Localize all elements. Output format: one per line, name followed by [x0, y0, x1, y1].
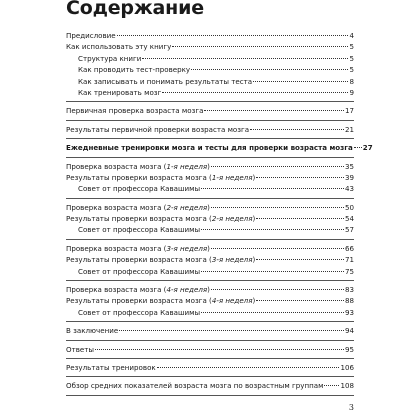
toc-entry-week: 1-я неделя — [166, 161, 208, 171]
toc-entry-text: Как проводить тест-проверку — [78, 65, 191, 75]
toc-entry[interactable] — [66, 213, 354, 224]
toc-entry-text: ) — [207, 161, 210, 171]
toc-entry-page: 8 — [349, 76, 354, 86]
toc-entry-text: Проверка возраста мозга ( — [66, 161, 167, 171]
page-number: 3 — [348, 403, 354, 412]
toc-entry-text: ) — [252, 214, 256, 224]
toc-page — [66, 0, 373, 420]
dot-leader — [201, 188, 344, 189]
toc-entry-text: Результаты проверки возраста мозга ( — [66, 172, 212, 182]
toc-entry-page: 50 — [344, 202, 354, 212]
toc-entry-text: Совет от профессора Кавашимы — [78, 184, 201, 194]
toc-entry-text: Обзор средних показателей возраста мозга по возрастным группам — [66, 381, 324, 391]
toc-entry-text: Как записывать и понимать результаты теста — [78, 76, 253, 86]
toc-entry[interactable] — [66, 295, 354, 306]
dot-leader — [162, 92, 348, 93]
toc-entry[interactable] — [66, 266, 354, 277]
toc-entry-label — [66, 362, 156, 373]
toc-entry[interactable] — [66, 172, 354, 183]
toc-entry-text: Как использовать эту книгу — [66, 42, 172, 52]
toc-entry-page: 106 — [340, 362, 354, 372]
toc-section — [66, 377, 354, 395]
dot-leader — [211, 289, 344, 290]
toc-entry[interactable] — [66, 284, 354, 295]
toc-entry-text: Результаты первичной проверки возраста мозга — [66, 124, 250, 134]
dot-leader — [157, 367, 340, 368]
toc-section — [66, 359, 354, 377]
dot-leader — [256, 218, 344, 219]
toc-entry-text: ) — [252, 255, 256, 265]
table-of-contents — [66, 30, 373, 396]
toc-entry-label — [78, 224, 200, 235]
toc-entry-label — [78, 87, 161, 98]
toc-entry-text: Как тренировать мозг — [78, 87, 162, 97]
toc-entry-page: 75 — [344, 266, 354, 276]
toc-entry[interactable] — [66, 362, 354, 373]
toc-entry-text: ) — [207, 202, 210, 212]
dot-leader — [211, 248, 344, 249]
toc-entry[interactable] — [66, 64, 354, 75]
dot-leader — [191, 69, 348, 70]
toc-entry[interactable] — [66, 344, 354, 355]
toc-entry[interactable] — [66, 380, 354, 391]
toc-entry[interactable] — [66, 202, 354, 213]
toc-entry-page: 95 — [344, 344, 354, 354]
toc-entry-label — [78, 307, 200, 318]
toc-section — [66, 158, 354, 199]
toc-entry-text: ) — [252, 296, 256, 306]
toc-entry-page: 5 — [349, 53, 354, 63]
toc-entry-text: Совет от профессора Кавашимы — [78, 225, 201, 235]
dot-leader — [256, 259, 344, 260]
toc-entry-page: 9 — [349, 87, 354, 97]
toc-entry-label — [66, 41, 171, 52]
toc-entry-page: 83 — [344, 285, 354, 295]
toc-entry[interactable] — [66, 307, 354, 318]
toc-section — [66, 199, 354, 240]
toc-entry-text: Совет от профессора Кавашимы — [78, 266, 201, 276]
toc-entry[interactable] — [66, 124, 354, 135]
toc-entry-week: 2-я неделя — [211, 214, 253, 224]
toc-entry-label — [66, 202, 210, 213]
toc-entry-label — [66, 161, 210, 172]
toc-entry-label — [78, 53, 141, 64]
toc-entry[interactable] — [66, 30, 354, 41]
toc-entry-text: Проверка возраста мозга ( — [66, 285, 167, 295]
toc-section — [66, 102, 354, 120]
toc-entry-page: 43 — [344, 184, 354, 194]
toc-entry-text: ) — [252, 172, 256, 182]
toc-entry-page: 108 — [340, 381, 354, 391]
toc-entry-week: 4-я неделя — [211, 296, 253, 306]
toc-entry-page: 5 — [349, 65, 354, 75]
toc-entry-label — [78, 183, 200, 194]
toc-entry-label — [66, 243, 210, 254]
dot-leader — [253, 81, 348, 82]
toc-entry-week: 2-я неделя — [166, 202, 208, 212]
toc-entry-text: ) — [207, 243, 210, 253]
toc-entry-label — [66, 142, 353, 153]
toc-section — [66, 341, 354, 359]
toc-entry-label — [66, 380, 323, 391]
toc-section — [66, 121, 354, 139]
toc-entry-label — [66, 213, 255, 224]
toc-entry-page: 57 — [344, 225, 354, 235]
dot-leader — [250, 129, 344, 130]
toc-section — [66, 240, 354, 281]
toc-entry-label — [66, 344, 94, 355]
toc-entry-week: 4-я неделя — [166, 285, 208, 295]
toc-entry[interactable] — [66, 161, 354, 172]
toc-entry-page: 71 — [344, 255, 354, 265]
dot-leader — [117, 35, 349, 36]
toc-entry-text: Проверка возраста мозга ( — [66, 243, 167, 253]
toc-entry-text: В заключение — [66, 326, 119, 336]
dot-leader — [211, 166, 344, 167]
toc-entry-text: Ответы — [66, 344, 94, 354]
dot-leader — [201, 271, 344, 272]
toc-entry-page: 5 — [349, 42, 354, 52]
dot-leader — [201, 312, 344, 313]
toc-entry-label — [66, 30, 116, 41]
toc-section — [66, 30, 354, 102]
dot-leader — [204, 110, 344, 111]
toc-entry-label — [78, 64, 190, 75]
toc-entry-page: 39 — [344, 172, 354, 182]
toc-entry-week: 3-я неделя — [211, 255, 253, 265]
toc-entry-text: Результаты тренировок — [66, 362, 156, 372]
dot-leader — [142, 58, 348, 59]
toc-entry-label — [66, 295, 255, 306]
toc-section — [66, 281, 354, 322]
toc-entry-page: 93 — [344, 307, 354, 317]
dot-leader — [256, 300, 344, 301]
dot-leader — [95, 349, 344, 350]
toc-entry-page: 4 — [349, 31, 354, 40]
toc-entry[interactable] — [66, 76, 354, 87]
dot-leader — [211, 207, 344, 208]
toc-entry-text: Структура книги — [78, 53, 142, 63]
toc-entry-page: 54 — [344, 214, 354, 224]
toc-entry-text: Первичная проверка возраста мозга — [66, 106, 204, 116]
toc-entry-text: Результаты проверки возраста мозга ( — [66, 296, 212, 306]
toc-entry-label — [78, 266, 200, 277]
toc-entry[interactable] — [66, 142, 373, 153]
toc-entry[interactable] — [66, 224, 354, 235]
toc-entry-text: Ежедневные тренировки мозга и тесты для проверки возраста мозга — [66, 143, 353, 153]
toc-section — [66, 139, 373, 157]
toc-entry[interactable] — [66, 325, 354, 336]
page-title: Содержание — [66, 0, 204, 19]
toc-entry-page: 27 — [362, 143, 373, 153]
toc-entry-text: Совет от профессора Кавашимы — [78, 307, 201, 317]
toc-entry-label — [66, 325, 118, 336]
dot-leader — [119, 330, 344, 331]
toc-entry[interactable] — [66, 53, 354, 64]
toc-entry[interactable] — [66, 87, 354, 98]
toc-entry-label — [66, 254, 255, 265]
toc-entry-text: Результаты проверки возраста мозга ( — [66, 255, 212, 265]
toc-entry-page: 88 — [344, 296, 354, 306]
toc-entry-text: Проверка возраста мозга ( — [66, 202, 167, 212]
toc-entry-page: 66 — [344, 243, 354, 253]
toc-entry-page: 17 — [344, 106, 354, 116]
toc-entry-label — [66, 105, 203, 116]
toc-entry-week: 1-я неделя — [211, 172, 253, 182]
toc-entry-label — [66, 172, 255, 183]
toc-entry-label — [78, 76, 252, 87]
dot-leader — [324, 385, 339, 386]
toc-entry-week: 3-я неделя — [166, 243, 208, 253]
toc-entry-label — [66, 284, 210, 295]
toc-entry-page: 94 — [344, 326, 354, 336]
dot-leader — [201, 229, 344, 230]
toc-entry-page: 21 — [344, 124, 354, 134]
toc-entry[interactable] — [66, 105, 354, 116]
toc-entry-label — [66, 124, 249, 135]
toc-entry[interactable] — [66, 254, 354, 265]
toc-entry-page: 35 — [344, 161, 354, 171]
toc-entry[interactable] — [66, 41, 354, 52]
dot-leader — [256, 177, 344, 178]
toc-entry-text: ) — [207, 285, 210, 295]
toc-entry[interactable] — [66, 243, 354, 254]
toc-section — [66, 322, 354, 340]
dot-leader — [354, 147, 362, 148]
dot-leader — [172, 46, 348, 47]
toc-entry-text: Предисловие — [66, 31, 116, 40]
toc-entry-text: Результаты проверки возраста мозга ( — [66, 214, 212, 224]
toc-entry[interactable] — [66, 183, 354, 194]
